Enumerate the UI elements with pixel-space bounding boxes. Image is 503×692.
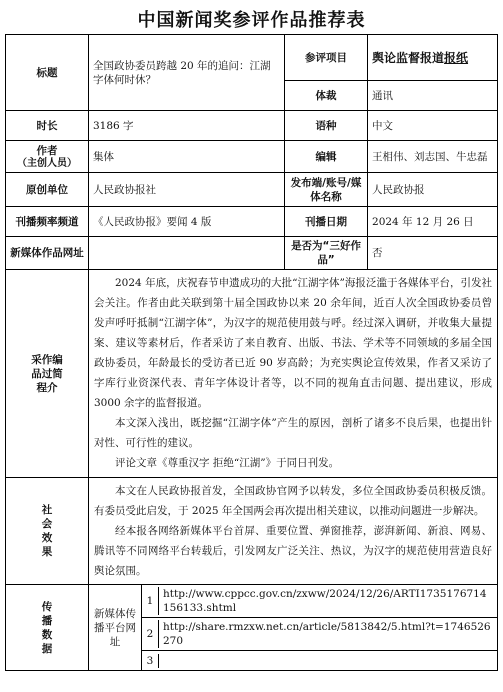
channel-value: 《人民政协报》要闻 4 版 [89, 207, 285, 237]
category-label: 参评项目 [285, 35, 368, 81]
editor-label: 编辑 [285, 141, 368, 173]
title-label: 标题 [6, 35, 89, 111]
spread-url-1[interactable]: http://www.cppcc.gov.cn/zxww/2024/12/26/ARTI1735176714156133.shtml [163, 588, 487, 614]
category-main: 舆论监督报道 [372, 50, 445, 65]
process-paragraph: 评论文章《尊重汉字 拒绝“江湖”》于同日刊发。 [115, 457, 340, 469]
spread-row-3 [142, 651, 498, 671]
spread-row-1 [142, 585, 498, 618]
category-link[interactable]: 报纸 [444, 50, 469, 65]
date-label: 刊播日期 [285, 207, 368, 237]
effect-paragraph: 经本报各网络新媒体平台首屏、重要位置、弹窗推荐，澎湃新闻、新浪、网易、腾讯等不同网络平台转载后，引发网友广泛关注、热议，为汉字的规范使用营造良好舆论氛围。 [94, 525, 493, 577]
process-paragraph: 2024 年底，庆祝春节申遗成功的大批“江湖字体”海报泛滥于各媒体平台，引发社会关注。作者由此关联到第十届全国政协以来 20 余年间，近百人次全国政协委员曾发声呼吁抵制“江湖字体”，为汉字的规范使用鼓与呼。经过深入调研，并收集大量提案、建议等素材后，作者采访了来自教育、出版、书法、学术等不同领域的多届全国政协委员，年龄最长的受访者已近 90 岁高龄；为充实舆论宣传效果，作者又采访了字库行业资深代表、青年字体设计者等，以不同的视角直击问题、提出建议，形成 3000 余字的监督报道。 [94, 277, 493, 409]
process-label: 采作编品过简程介 [6, 270, 89, 478]
three-good-label: 是否为“三好作品” [285, 237, 368, 270]
effect-label: 社会效果 [6, 478, 89, 585]
length-label: 时长 [6, 111, 89, 141]
date-value: 2024 年 12 月 26 日 [368, 207, 498, 237]
author-value: 集体 [89, 141, 285, 173]
spread-url-2[interactable]: http://share.rmzxw.net.cn/article/5813842/5.html?t=1746526270 [163, 621, 491, 647]
publisher-value: 人民政协报 [368, 173, 498, 207]
effect-content [89, 478, 498, 585]
page-title: 中国新闻奖参评作品推荐表 [137, 10, 366, 31]
effect-paragraph: 本文在人民政协报首发，全国政协官网予以转发，多位全国政协委员积极反馈。有委员受此启发，于 2025 年全国两会再次提出相关建议，以推动问题进一步解决。 [94, 485, 493, 517]
spread-label: 传播数据 [6, 585, 89, 671]
origin-unit-value: 人民政协报社 [89, 173, 285, 207]
channel-label: 刊播频率频道 [6, 207, 89, 237]
new-media-value [89, 237, 285, 270]
process-content [89, 270, 498, 478]
spread-row-number: 2 [142, 620, 159, 648]
publisher-label: 发布端/账号/媒体名称 [285, 173, 368, 207]
platform-label: 新媒体传播平台网址 [89, 585, 142, 671]
genre-value: 通讯 [368, 81, 498, 111]
recommendation-form-table [5, 34, 498, 671]
three-good-value: 否 [368, 237, 498, 270]
genre-label: 体裁 [285, 81, 368, 111]
spread-row-number: 3 [142, 654, 159, 668]
category-value [368, 35, 498, 81]
author-label [6, 141, 89, 173]
language-value: 中文 [368, 111, 498, 141]
author-label-main: 作者 [36, 144, 58, 157]
spread-row-2 [142, 618, 498, 651]
origin-unit-label: 原创单位 [6, 173, 89, 207]
title-value: 全国政协委员跨越 20 年的追问：江湖字体何时休？ [89, 35, 285, 111]
length-value: 3186 字 [89, 111, 285, 141]
author-label-sub: （主创人员） [17, 157, 77, 169]
editor-value: 王相伟、刘志国、牛忠磊 [368, 141, 498, 173]
spread-row-number: 1 [142, 587, 159, 615]
language-label: 语种 [285, 111, 368, 141]
new-media-label: 新媒体作品网址 [6, 237, 89, 270]
process-paragraph: 本文深入浅出，既挖掘“江湖字体”产生的原因，剖析了诸多不良后果，也提出针对性、可行性的建议。 [94, 417, 493, 449]
